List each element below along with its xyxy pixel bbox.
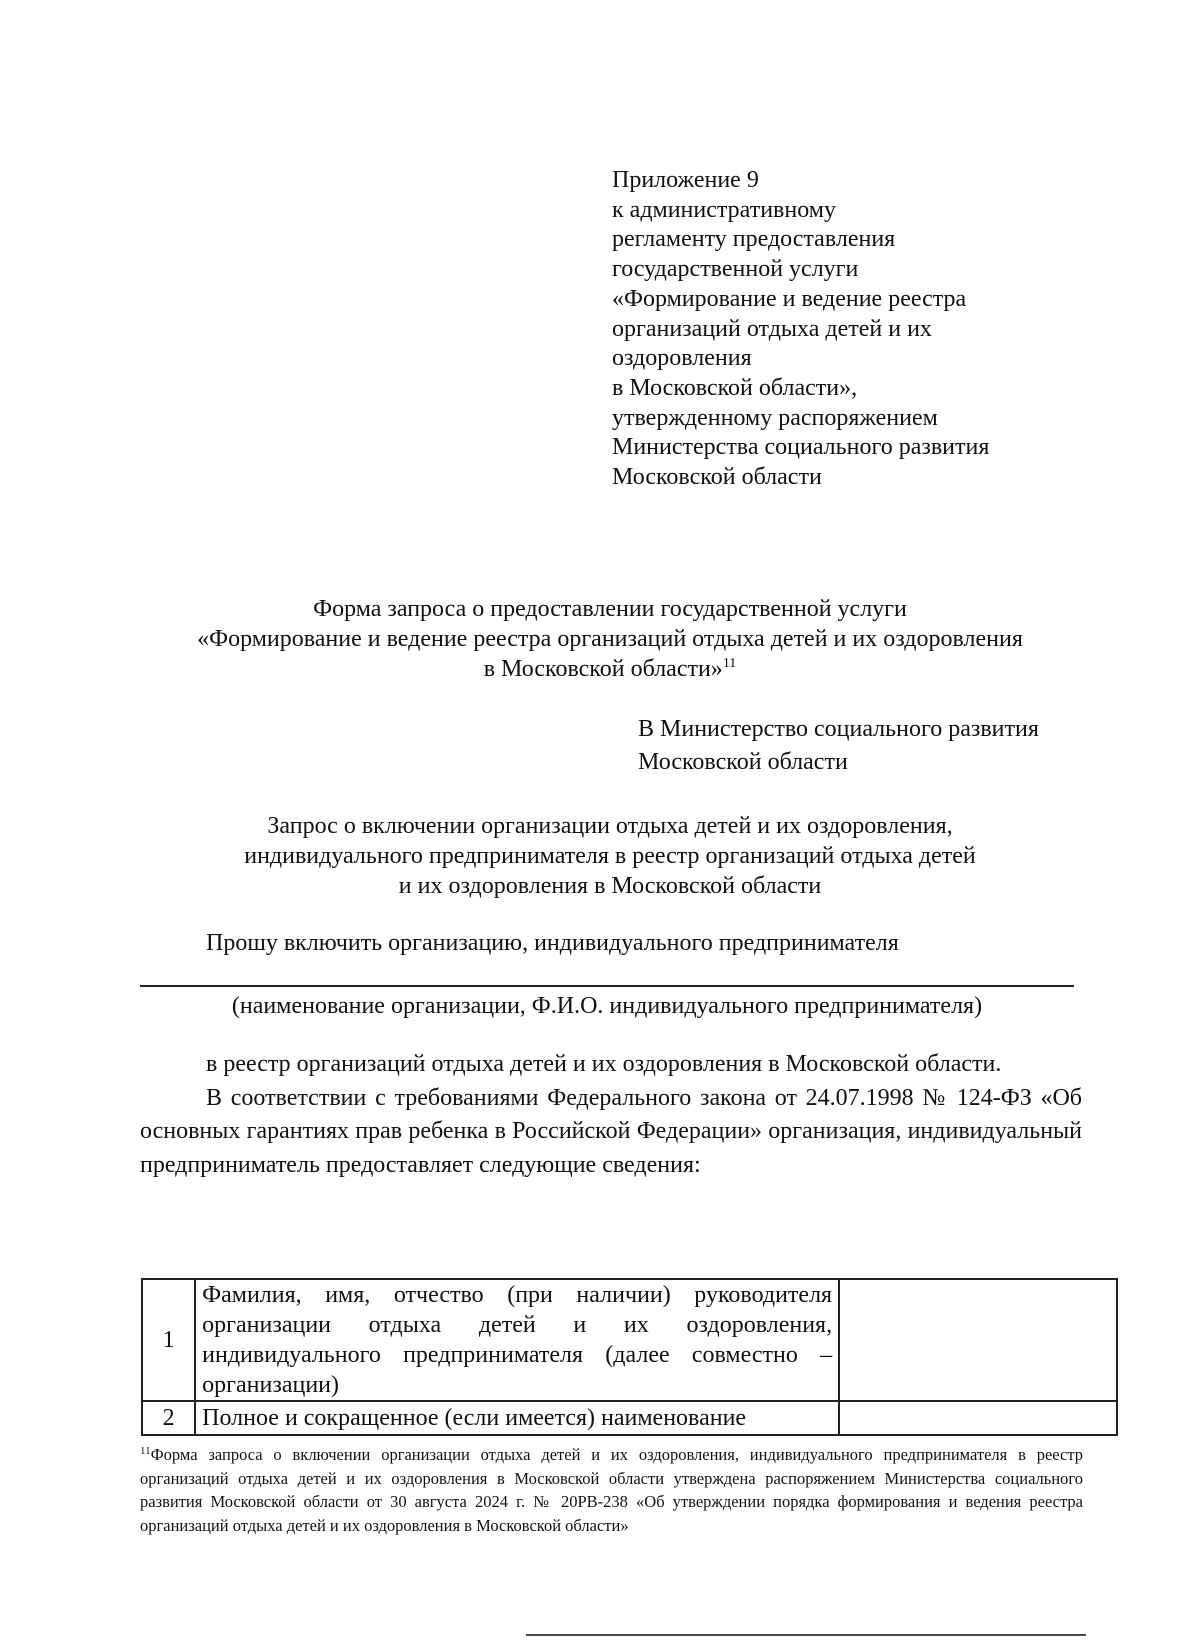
- body-text: [140, 1048, 1082, 1182]
- annex-line: Министерства социального развития: [612, 434, 990, 461]
- form-title-line: «Формирование и ведение реестра организаций отдыха детей и их оздоровления: [197, 626, 1023, 652]
- request-title: [140, 811, 1080, 901]
- annex-header: [612, 166, 1082, 493]
- annex-line: государственной услуги: [612, 256, 859, 283]
- body-paragraph: в реестр организаций отдыха детей и их оздоровления в Московской области.: [206, 1051, 1002, 1077]
- body-paragraph: В соответствии с требованиями Федерального закона от 24.07.1998 № 124-ФЗ «Об основных гарантиях прав ребенка в Российской Федерации» организация, индивидуальный предприниматель предоставляет следующие сведения:: [140, 1084, 1082, 1178]
- annex-line: к административному: [612, 196, 836, 223]
- annex-line: Приложение 9: [612, 167, 759, 193]
- row-description: Фамилия, имя, отчество (при наличии) руководителя организации отдыха детей и их оздоровления, индивидуального предпринимателя (далее совместно – организации): [195, 1279, 839, 1401]
- request-title-line: Запрос о включении организации отдыха детей и их оздоровления,: [267, 813, 953, 839]
- annex-line: Московской области: [612, 464, 822, 491]
- row-number: 2: [142, 1401, 195, 1435]
- row-description: Полное и сокращенное (если имеется) наименование: [195, 1401, 839, 1435]
- row-value-cell: [839, 1401, 1117, 1435]
- request-statement: Прошу включить организацию, индивидуального предпринимателя: [206, 930, 899, 956]
- form-title-line-text: в Московской области»: [483, 656, 723, 682]
- organization-name-fill-line: [140, 985, 1074, 987]
- form-title-line: [140, 654, 1080, 684]
- scan-edge-line: [526, 1634, 1086, 1636]
- annex-line: организаций отдыха детей и их: [612, 315, 932, 342]
- row-value-cell: [839, 1279, 1117, 1401]
- form-title: [140, 594, 1080, 684]
- annex-line: «Формирование и ведение реестра: [612, 285, 967, 312]
- footnote: [140, 1443, 1083, 1537]
- annex-line: регламенту предоставления: [612, 226, 896, 253]
- footnote-marker: 11: [140, 1445, 151, 1457]
- row-number: 1: [142, 1279, 195, 1401]
- table-row: [142, 1279, 1117, 1401]
- footnote-text: Форма запроса о включении организации отдыха детей и их оздоровления, индивидуального предпринимателя в реестр организаций отдыха детей и их оздоровления в Московской области утверждена распоряжением Министерства социального развития Московской области от 30 августа 2024 г. № 20РВ-238 «Об утверждении порядка формирования и ведения реестра организаций отдыха детей и их оздоровления в Московской области»: [140, 1445, 1083, 1535]
- footnote-reference: 11: [722, 656, 737, 671]
- addressee-line: Московской области: [638, 749, 848, 775]
- table-row: [142, 1401, 1117, 1435]
- request-title-line: индивидуального предпринимателя в реестр организаций отдыха детей: [244, 843, 976, 869]
- form-title-line: Форма запроса о предоставлении государственной услуги: [313, 596, 907, 622]
- addressee: [638, 713, 1039, 779]
- request-title-line: и их оздоровления в Московской области: [398, 873, 822, 899]
- addressee-line: В Министерство социального развития: [638, 716, 1039, 742]
- annex-line: оздоровления: [612, 345, 752, 372]
- information-table: [141, 1278, 1118, 1436]
- annex-line: в Московской области»,: [612, 374, 858, 401]
- organization-name-caption: (наименование организации, Ф.И.О. индивидуального предпринимателя): [231, 993, 983, 1019]
- annex-line: утвержденному распоряжением: [612, 404, 938, 431]
